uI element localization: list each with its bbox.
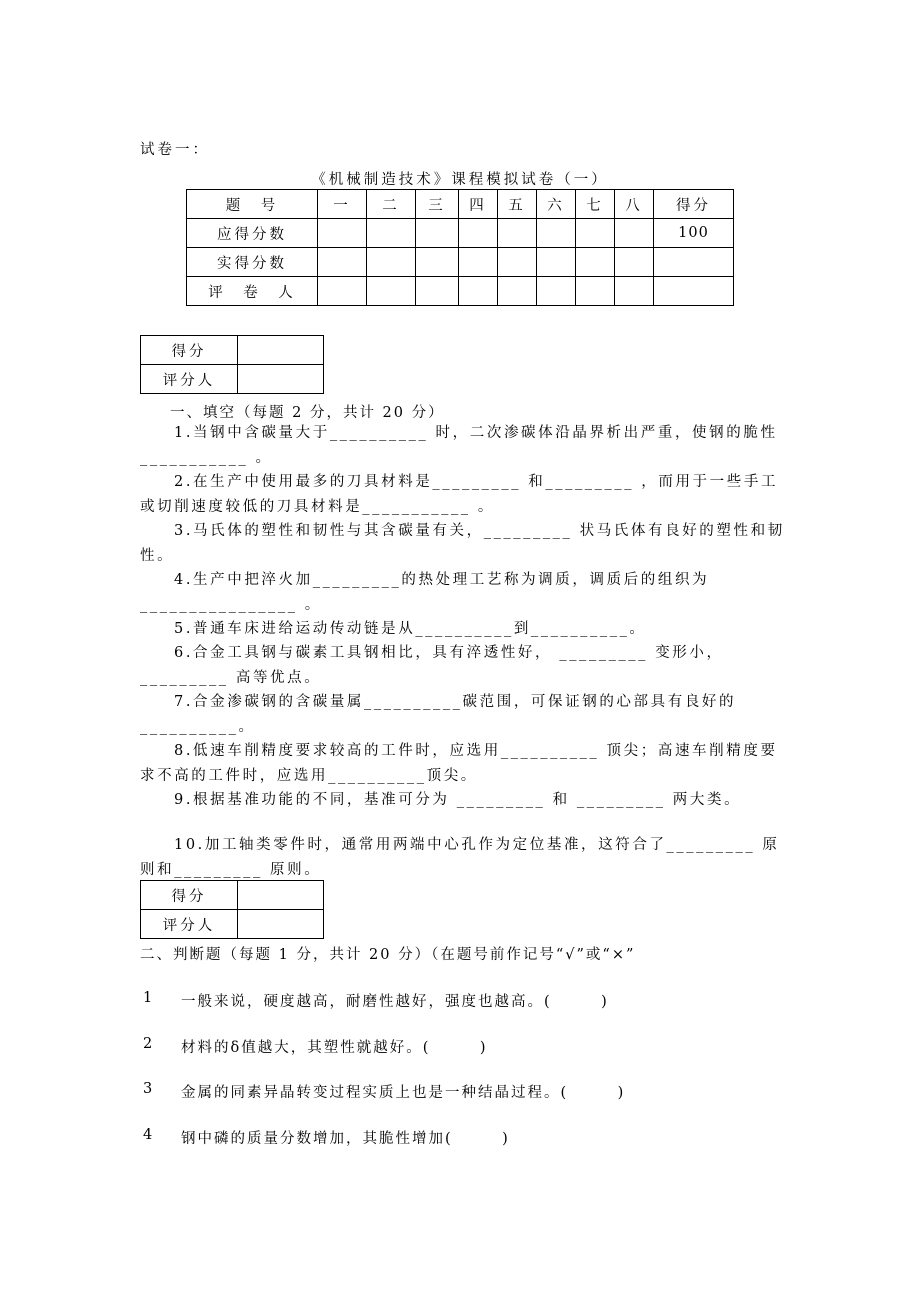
header-cell: 得分 (654, 190, 734, 219)
score-cell[interactable] (576, 248, 615, 277)
tf-item-number: 4 (143, 1127, 153, 1143)
header-cell: 八 (615, 190, 654, 219)
score-cell[interactable] (576, 277, 615, 306)
score-cell[interactable] (615, 248, 654, 277)
tf-item-text: 材料的δ值越大，其塑性就越好。( ) (181, 1040, 488, 1056)
question-6: 6.合金工具钢与碳素工具钢相比，具有淬透性好， _________ 变形小， _________ 高等优点。 (140, 645, 724, 686)
tf-item-text: 钢中磷的质量分数增加，其脆性增加( ) (181, 1131, 510, 1147)
question-9: 9.根据基准功能的不同，基准可分为 _________ 和 _________ 两大类。 (174, 792, 742, 808)
grader-label: 评分人 (141, 365, 238, 394)
grader-entry[interactable] (238, 910, 324, 939)
score-cell[interactable] (416, 248, 459, 277)
score-cell[interactable] (498, 277, 537, 306)
score-cell[interactable] (537, 277, 576, 306)
score-cell[interactable] (416, 277, 459, 306)
score-cell[interactable] (498, 248, 537, 277)
score-cell[interactable] (537, 219, 576, 248)
header-cell: 六 (537, 190, 576, 219)
total-cell[interactable] (654, 277, 734, 306)
score-table-row (187, 219, 734, 248)
tf-item-text: 金属的同素异晶转变过程实质上也是一种结晶过程。( ) (181, 1085, 626, 1101)
doc-label: 试卷一： (140, 142, 210, 158)
total-cell[interactable] (654, 248, 734, 277)
score-cell[interactable] (459, 219, 498, 248)
question-2: 2.在生产中使用最多的刀具材料是_________ 和_________ ，而用于一些手工或切削速度较低的刀具材料是___________ 。 (140, 474, 779, 515)
section1-heading: 一、填空（每题 2 分，共计 20 分） (170, 405, 445, 421)
score-cell[interactable] (576, 219, 615, 248)
score-cell[interactable] (318, 219, 367, 248)
score-cell[interactable] (367, 219, 416, 248)
score-table-row (187, 248, 734, 277)
exam-title: 《机械制造技术》课程模拟试卷（一） (311, 172, 609, 188)
question-10: 10.加工轴类零件时，通常用两端中心孔作为定位基准，这符合了_________ 原则和_________ 原则。 (140, 837, 780, 878)
total-cell: 100 (654, 219, 734, 248)
score-cell[interactable] (367, 277, 416, 306)
row-label: 评 卷 人 (187, 277, 318, 306)
row-label: 实得分数 (187, 248, 318, 277)
score-label: 得分 (141, 336, 238, 365)
grader-box (140, 335, 324, 394)
score-label: 得分 (141, 881, 238, 910)
tf-item-number: 3 (143, 1081, 153, 1097)
score-cell[interactable] (416, 219, 459, 248)
question-3: 3.马氏体的塑性和韧性与其含碳量有关，_________ 状马氏体有良好的塑性和韧性。 (140, 523, 785, 564)
section2-heading: 二、判断题（每题 1 分，共计 20 分）（在题号前作记号“√”或“×” (140, 947, 636, 963)
question-8: 8.低速车削精度要求较高的工件时，应选用__________ 顶尖；高速车削精度要求不高的工件时，应选用__________顶尖。 (140, 743, 778, 784)
header-cell: 二 (367, 190, 416, 219)
tf-item-text: 一般来说，硬度越高，耐磨性越好，强度也越高。( ) (181, 994, 609, 1010)
score-table-row (187, 277, 734, 306)
score-cell[interactable] (615, 277, 654, 306)
score-cell[interactable] (615, 219, 654, 248)
header-cell: 七 (576, 190, 615, 219)
header-cell: 一 (318, 190, 367, 219)
score-cell[interactable] (459, 248, 498, 277)
tf-item-number: 1 (143, 990, 153, 1006)
grader-entry[interactable] (238, 365, 324, 394)
question-4: 4.生产中把淬火加_________的热处理工艺称为调质，调质后的组织为________________ 。 (140, 572, 710, 613)
question-7: 7.合金渗碳钢的含碳量属__________碳范围，可保证钢的心部具有良好的__________。 (140, 694, 737, 735)
tf-item-number: 2 (143, 1036, 153, 1052)
question-1: 1.当钢中含碳量大于__________ 时，二次渗碳体沿晶界析出严重，使钢的脆性___________ 。 (140, 425, 778, 466)
score-cell[interactable] (318, 277, 367, 306)
grader-label: 评分人 (141, 910, 238, 939)
score-entry[interactable] (238, 881, 324, 910)
grader-box (140, 880, 324, 939)
question-5: 5.普通车床进给运动传动链是从__________到__________。 (174, 621, 647, 637)
row-label: 应得分数 (187, 219, 318, 248)
header-cell: 题 号 (187, 190, 318, 219)
header-cell: 三 (416, 190, 459, 219)
score-cell[interactable] (537, 248, 576, 277)
score-table-header-row (187, 190, 734, 219)
score-cell[interactable] (367, 248, 416, 277)
score-entry[interactable] (238, 336, 324, 365)
score-cell[interactable] (318, 248, 367, 277)
score-cell[interactable] (498, 219, 537, 248)
header-cell: 四 (459, 190, 498, 219)
score-cell[interactable] (459, 277, 498, 306)
header-cell: 五 (498, 190, 537, 219)
score-table (186, 189, 734, 306)
